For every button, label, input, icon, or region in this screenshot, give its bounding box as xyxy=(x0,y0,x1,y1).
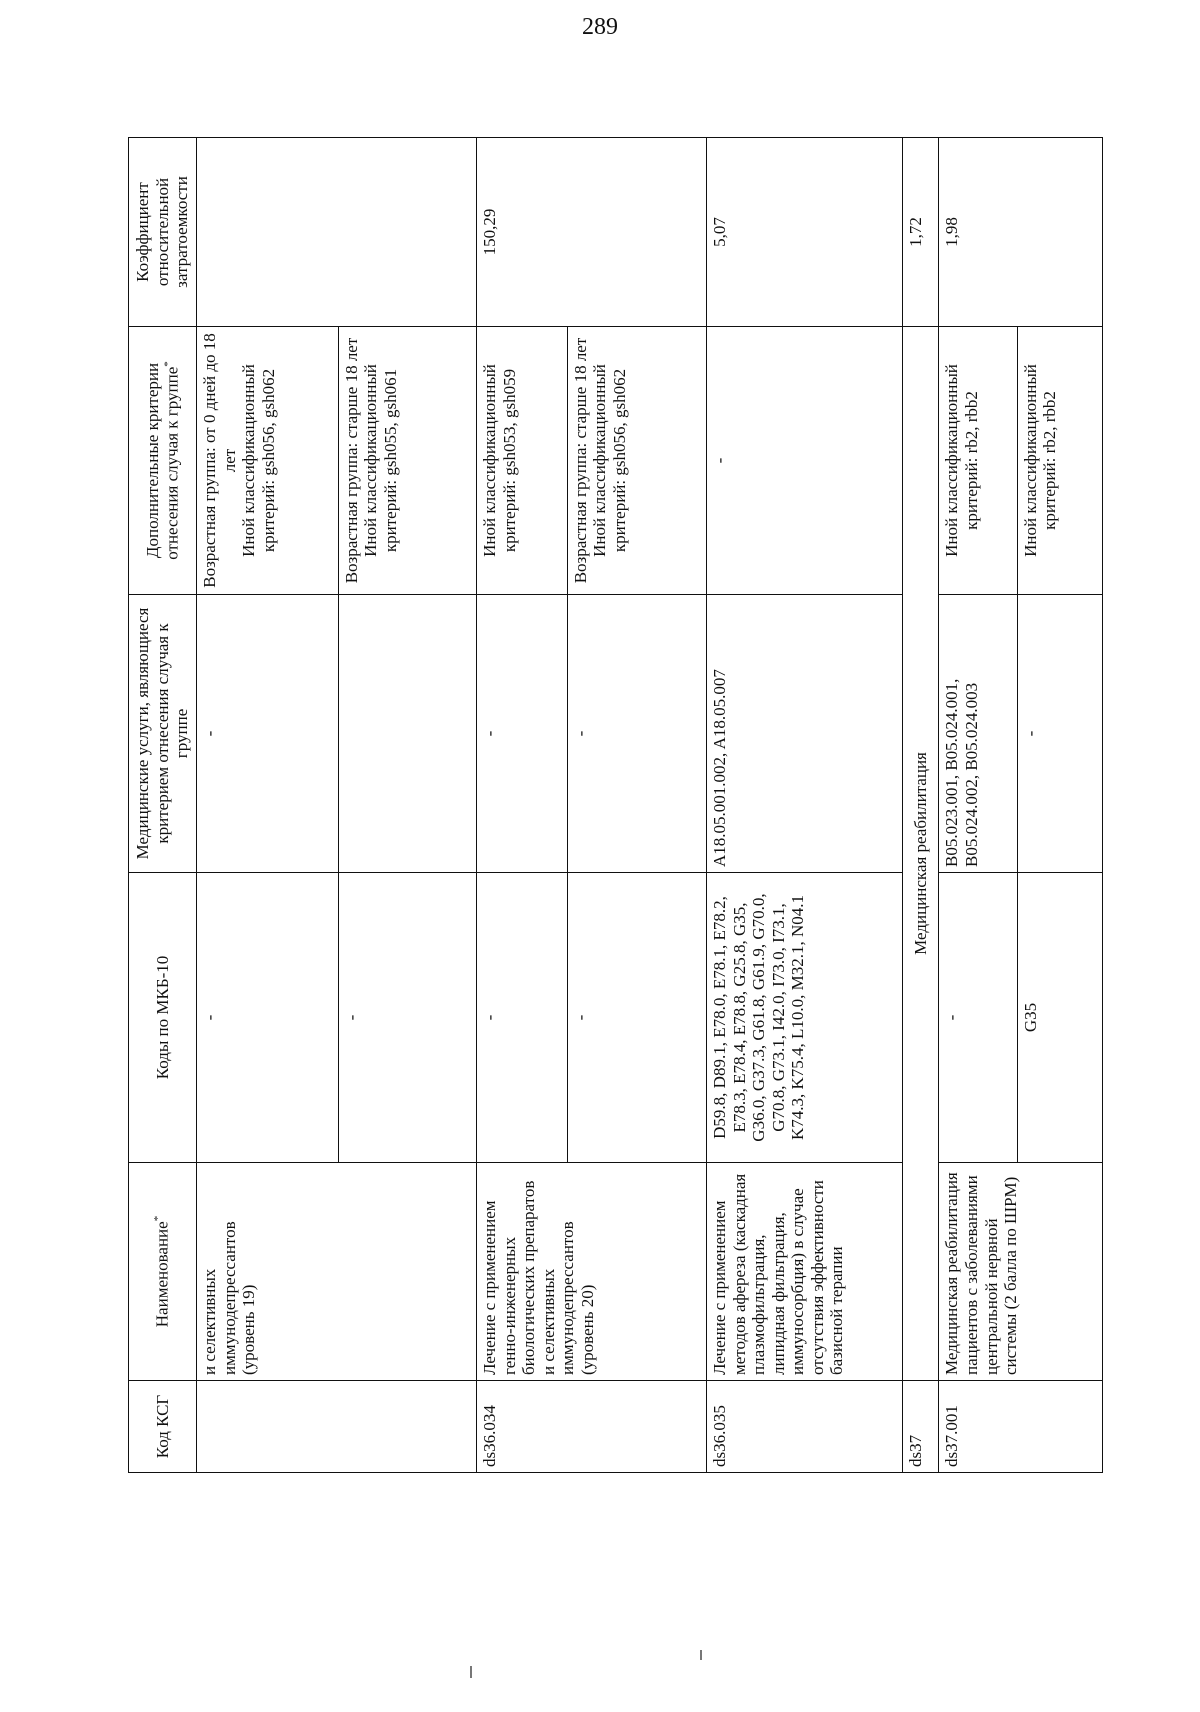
header-mkb: Коды по МКБ-10 xyxy=(129,873,197,1163)
header-coef: Коэффициент относительной затратоемкости xyxy=(129,138,197,327)
services-cell: B05.023.001, B05.024.001, B05.024.002, B05.024.003 xyxy=(939,595,1017,873)
mkb-cell: - xyxy=(567,873,707,1163)
mkb-cell: - xyxy=(939,873,1017,1163)
section-row xyxy=(903,138,939,1473)
mkb-cell: G35 xyxy=(1017,873,1102,1163)
section-code-cell: ds37 xyxy=(903,1381,939,1473)
ksg-table xyxy=(128,137,1103,1473)
mkb-cell: D59.8, D89.1, E78.0, E78.1, E78.2, E78.3, E78.4, E78.8, G25.8, G35, G36.0, G37.3, G61.8, G61.9, G70.0, G70.8, G73.1, I42.0, I73.0, I73.1, K74.3, K75.4, L10.0, M32.1, N04.1 xyxy=(707,873,903,1163)
services-cell: - xyxy=(567,595,707,873)
ksg-code-cell: ds37.001 xyxy=(939,1381,1103,1473)
services-cell: - xyxy=(477,595,567,873)
rotated-table-container xyxy=(128,138,1103,1473)
section-coef-cell: 1,72 xyxy=(903,138,939,327)
ksg-code-cell xyxy=(197,1381,477,1473)
extra-criteria-cell: - xyxy=(707,327,903,595)
table-row xyxy=(939,138,1017,1473)
ksg-code-cell: ds36.034 xyxy=(477,1381,707,1473)
ksg-name-cell: Лечение с применением методов афереза (каскадная плазмофильтрация, липидная фильтрация, иммуносорбция) в случае отсутствия эффективности базисной терапии xyxy=(707,1163,903,1381)
table-header-row xyxy=(129,138,197,1473)
header-services: Медицинские услуги, являющиеся критерием отнесения случая к группе xyxy=(129,595,197,873)
extra-criteria-cell: Иной классификационный критерий: rb2, rbb2 xyxy=(939,327,1017,595)
table-row xyxy=(197,138,339,1473)
ksg-name-cell: Лечение с применением генно-инженерных биологических препаратов и селективных иммунодепрессантов (уровень 20) xyxy=(477,1163,707,1381)
extra-criteria-cell: Иной классификационный критерий: gsh053, gsh059 xyxy=(477,327,567,595)
mkb-cell: - xyxy=(338,873,476,1163)
mkb-cell: - xyxy=(197,873,339,1163)
extra-criteria-cell: Возрастная группа: старше 18 лет Иной классификационный критерий: gsh056, gsh062 xyxy=(567,327,707,595)
coef-cell xyxy=(197,138,477,327)
scan-speck xyxy=(470,1666,472,1678)
coef-cell: 5,07 xyxy=(707,138,903,327)
header-name: Наименование* xyxy=(129,1163,197,1381)
section-title-cell: Медицинская реабилитация xyxy=(903,327,939,1381)
ksg-name-cell: и селективных иммунодепрессантов (уровень 19) xyxy=(197,1163,477,1381)
ksg-name-cell: Медицинская реабилитация пациентов с заболеваниями центральной нервной системы (2 балла по ШРМ) xyxy=(939,1163,1103,1381)
extra-criteria-cell: Возрастная группа: от 0 дней до 18 лет Иной классификационный критерий: gsh056, gsh062 xyxy=(197,327,339,595)
coef-cell: 150,29 xyxy=(477,138,707,327)
header-code: Код КСГ xyxy=(129,1381,197,1473)
table-row xyxy=(707,138,903,1473)
table-row xyxy=(477,138,567,1473)
mkb-cell: - xyxy=(477,873,567,1163)
services-cell: - xyxy=(197,595,339,873)
services-cell: - xyxy=(1017,595,1102,873)
scan-speck xyxy=(700,1650,702,1660)
services-cell: A18.05.001.002, A18.05.007 xyxy=(707,595,903,873)
ksg-code-cell: ds36.035 xyxy=(707,1381,903,1473)
page-number: 289 xyxy=(582,14,618,40)
extra-criteria-cell: Возрастная группа: старше 18 лет Иной классификационный критерий: gsh055, gsh061 xyxy=(338,327,476,595)
coef-cell: 1,98 xyxy=(939,138,1103,327)
services-cell xyxy=(338,595,476,873)
header-extra: Дополнительные критерии отнесения случая к группе* xyxy=(129,327,197,595)
extra-criteria-cell: Иной классификационный критерий: rb2, rbb2 xyxy=(1017,327,1102,595)
